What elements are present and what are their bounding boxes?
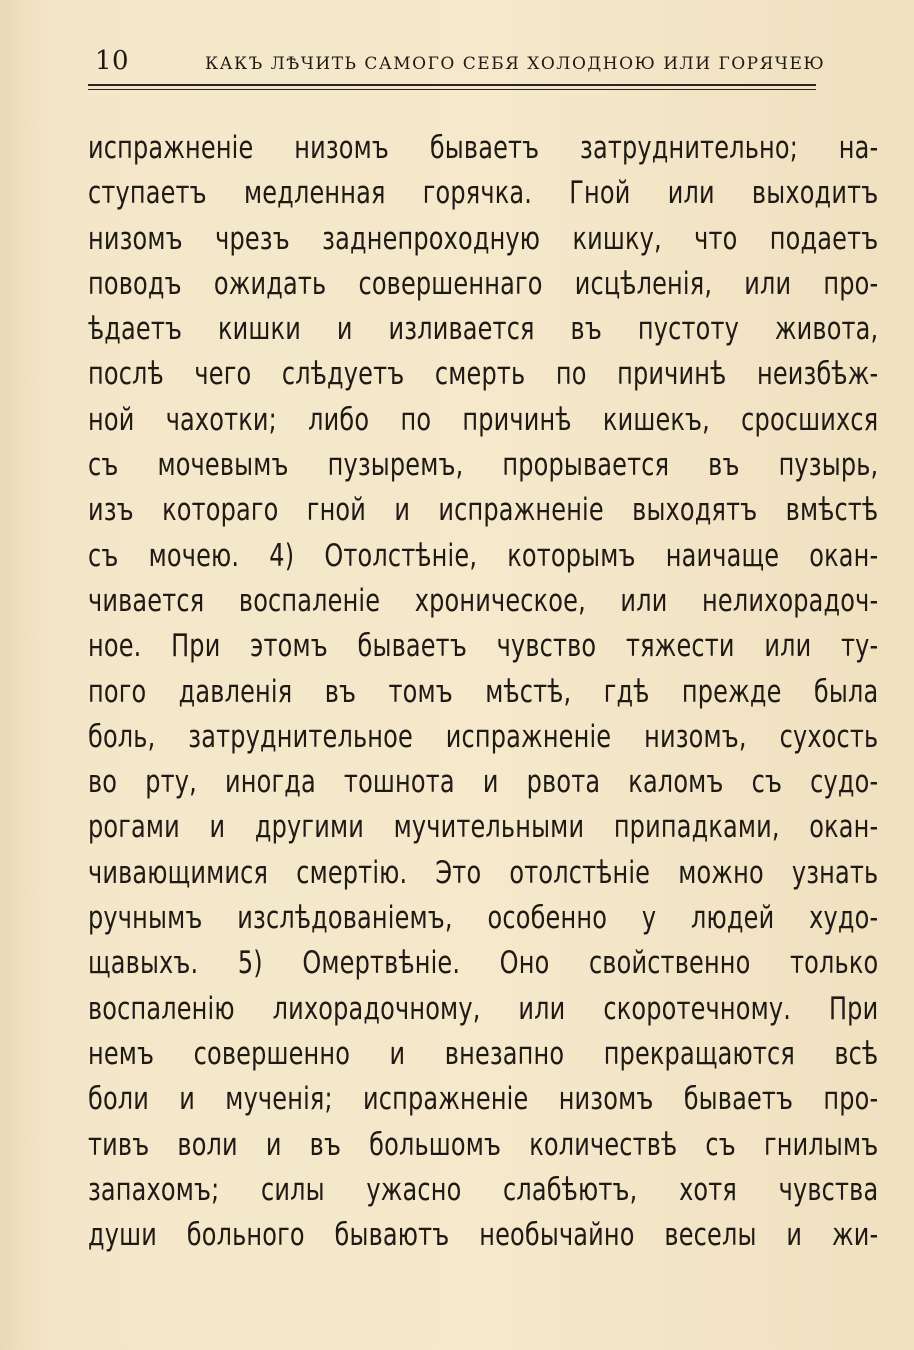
text-line: боли и мученія; испражненіе низомъ бываетъ про- [88, 1081, 879, 1118]
text-line: чивающимися смертію. Это отолстѣніе можно узнать [88, 854, 879, 891]
text-line: ной чахотки; либо по причинѣ кишекъ, сросшихся [88, 401, 879, 438]
text-line: щавыхъ. 5) Омертвѣніе. Оно свойственно только [88, 945, 879, 982]
text-line: ное. При этомъ бываетъ чувство тяжести или ту- [88, 628, 879, 665]
text-line: съ мочею. 4) Отолстѣніе, которымъ наичаще окан- [88, 537, 879, 574]
text-line: души больного бываютъ необычайно веселы и жи- [88, 1217, 879, 1254]
page-header [95, 44, 826, 80]
text-line: немъ совершенно и внезапно прекращаются всѣ [88, 1035, 879, 1072]
text-line: тивъ воли и въ большомъ количествѣ съ гнилымъ [88, 1126, 879, 1163]
running-title: КАКЪ ЛѢЧИТЬ САМОГО СЕБЯ ХОЛОДНОЮ ИЛИ ГОРЯЧЕЮ [205, 54, 826, 74]
text-line: во рту, иногда тошнота и рвота каломъ съ судо- [88, 764, 879, 801]
text-line: ѣдаетъ кишки и изливается въ пустоту живота, [88, 311, 879, 348]
text-line: ступаетъ медленная горячка. Гной или выходитъ [88, 175, 879, 212]
text-line: низомъ чрезъ заднепроходную кишку, что подаетъ [88, 220, 879, 257]
text-line: чивается воспаленіе хроническое, или нелихорадоч- [88, 582, 879, 619]
text-line: воспаленію лихорадочному, или скоротечному. При [88, 990, 879, 1027]
text-line: пого давленія въ томъ мѣстѣ, гдѣ прежде была [88, 673, 879, 710]
text-line: изъ котораго гной и испражненіе выходятъ вмѣстѣ [88, 492, 879, 529]
page-number: 10 [95, 46, 130, 76]
body-text [88, 126, 878, 1258]
text-line: запахомъ; силы ужасно слабѣютъ, хотя чувства [88, 1171, 879, 1208]
text-line: ручнымъ изслѣдованіемъ, особенно у людей худо- [88, 900, 879, 937]
text-line: послѣ чего слѣдуетъ смерть по причинѣ неизбѣж- [88, 356, 879, 393]
text-line: рогами и другими мучительными припадками, окан- [88, 809, 879, 846]
text-line: испражненіе низомъ бываетъ затруднительно; на- [88, 130, 879, 166]
text-line: съ мочевымъ пузыремъ, прорывается въ пузырь, [88, 447, 879, 484]
header-rule [88, 84, 816, 90]
text-line: боль, затруднительное испражненіе низомъ, сухость [88, 718, 879, 755]
text-line: поводъ ожидать совершеннаго исцѣленія, или про- [88, 265, 879, 302]
